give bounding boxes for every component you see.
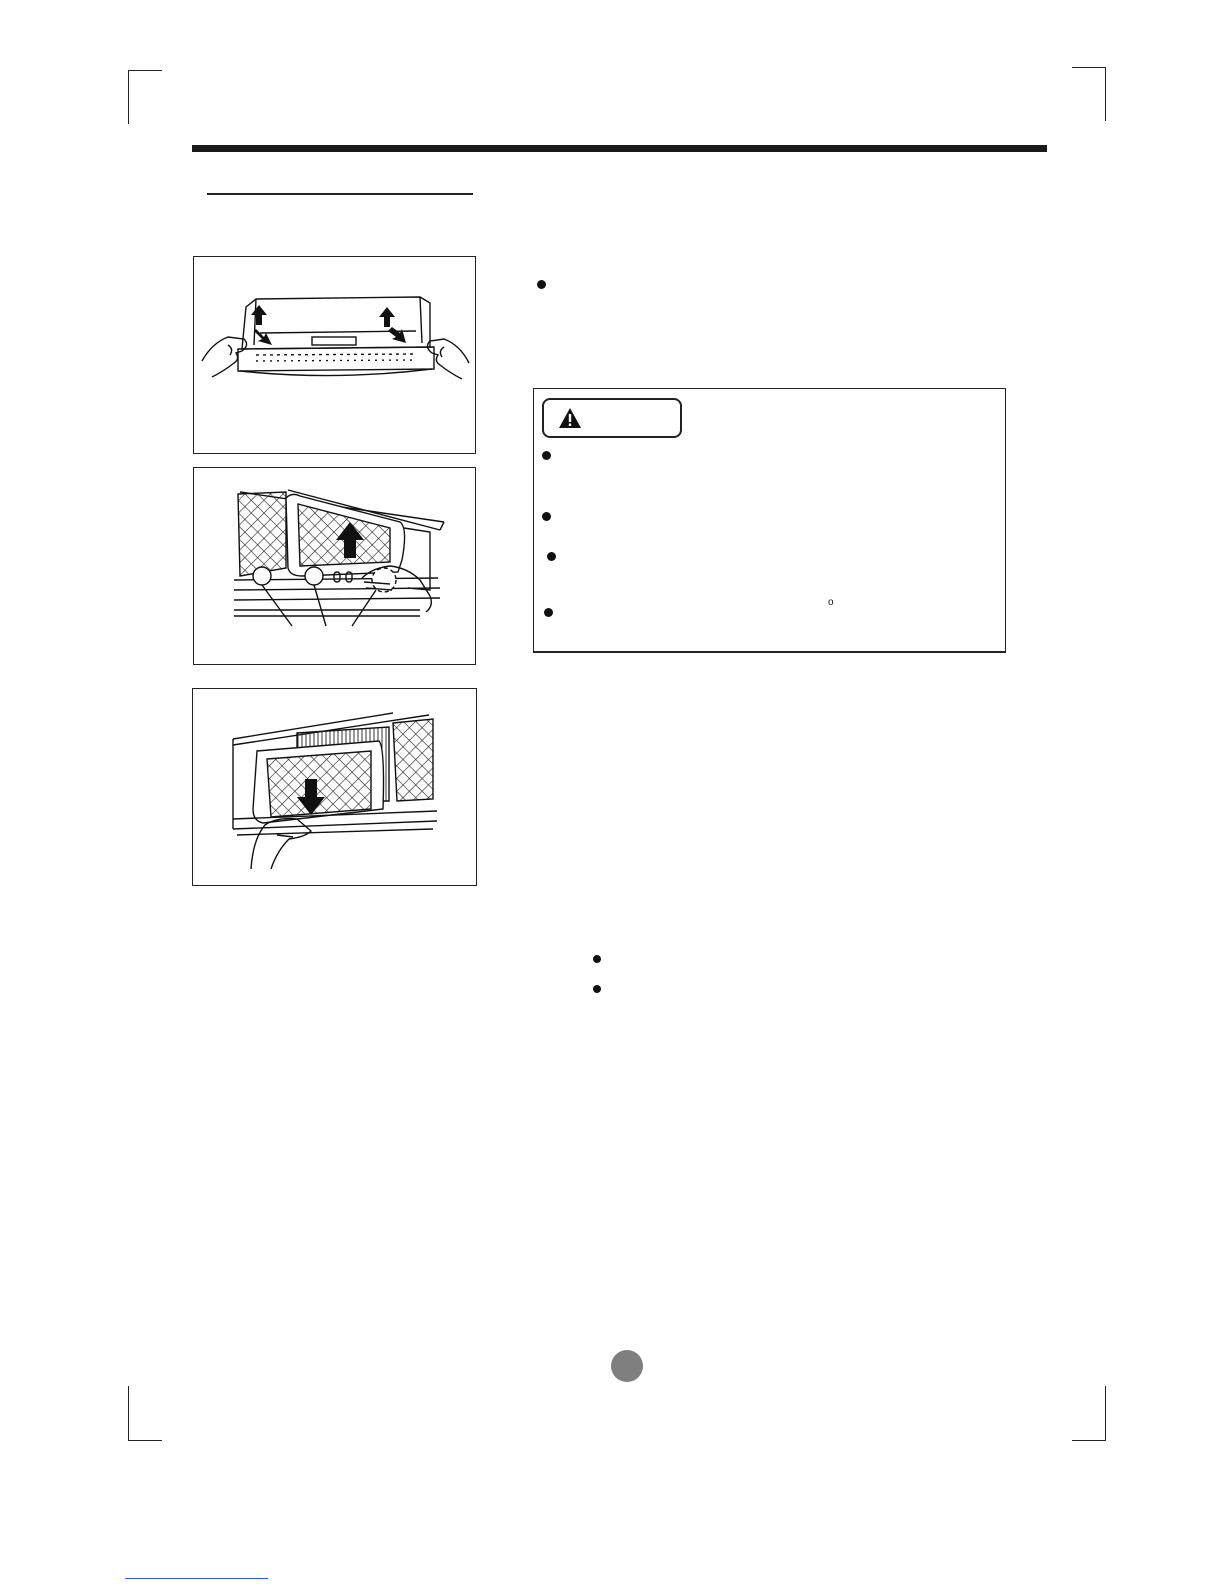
crop-mark-bottom-left-h <box>128 1440 162 1441</box>
figure-lift-filter <box>193 467 476 665</box>
warning-triangle-icon <box>558 407 582 429</box>
lift-filter-illustration <box>194 468 477 666</box>
crop-mark-top-left-v <box>128 70 129 124</box>
lower-bullet-2 <box>593 985 601 993</box>
crop-mark-top-right-v <box>1105 67 1106 121</box>
crop-mark-bottom-right-h <box>1072 1440 1106 1441</box>
crop-mark-bottom-left-v <box>128 1386 129 1440</box>
lower-bullet-1 <box>593 955 601 963</box>
degree-mark: o <box>828 597 834 608</box>
figure-remove-filter <box>192 688 477 886</box>
caution-badge <box>542 398 682 438</box>
page-number-badge <box>611 1350 643 1382</box>
caution-bullet-4 <box>544 608 553 617</box>
caution-bullet-2 <box>542 512 551 521</box>
header-rule <box>192 145 1047 152</box>
footer-link-underline[interactable] <box>125 1578 268 1579</box>
caution-bullet-1 <box>542 451 551 460</box>
bullet-dot-icon <box>537 280 546 289</box>
open-panel-illustration <box>194 257 477 455</box>
crop-mark-top-left-h <box>128 70 162 71</box>
figure-open-panel <box>193 256 476 454</box>
section-heading-underline <box>207 193 473 195</box>
caution-bullet-3 <box>547 552 556 561</box>
crop-mark-bottom-right-v <box>1105 1386 1106 1440</box>
remove-filter-illustration <box>193 689 478 887</box>
crop-mark-top-right-h <box>1072 67 1106 68</box>
